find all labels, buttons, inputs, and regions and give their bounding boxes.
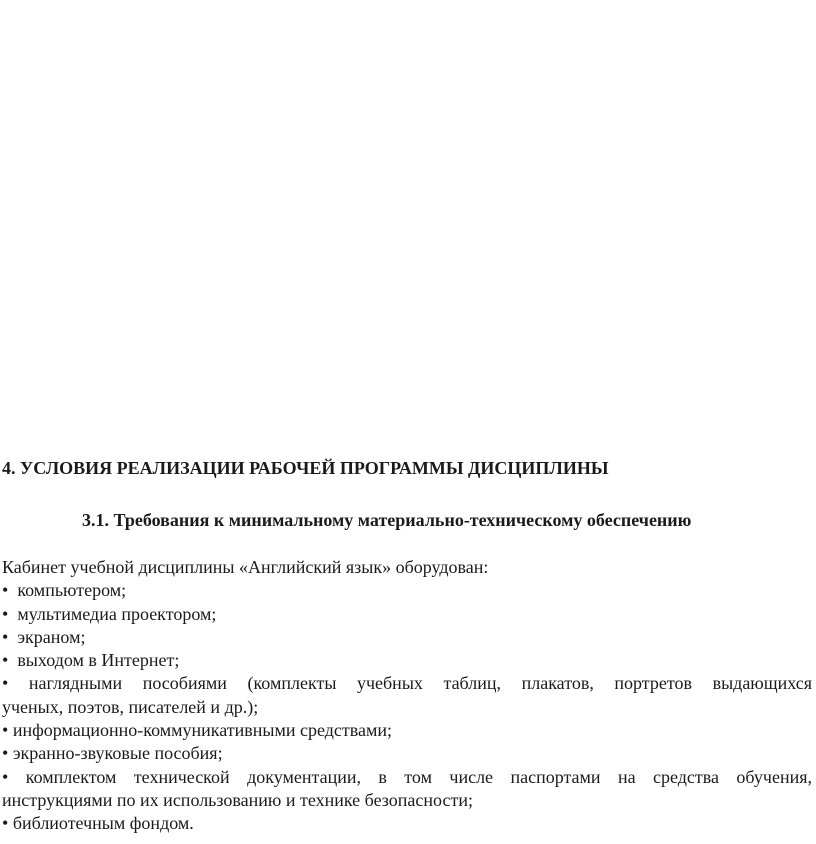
bullet-icon: • <box>2 626 9 647</box>
bullet-icon: • <box>2 766 9 787</box>
bullet-icon: • <box>2 650 9 671</box>
bullet-icon: • <box>2 603 9 624</box>
list-item <box>2 579 812 602</box>
bullet-icon: • <box>2 720 9 741</box>
list-item-wrapped-line2: инструкциями по их использованию и технике безопасности; <box>2 789 473 810</box>
list-item <box>2 649 812 672</box>
bullet-icon: • <box>2 813 9 834</box>
bullet-icon: • <box>2 580 9 601</box>
intro-line: Кабинет учебной дисциплины «Английский язык» оборудован: <box>2 557 489 577</box>
list-item-text: информационно-коммуникативными средствами; <box>12 720 393 741</box>
list-item-wrapped-line1 <box>2 672 812 695</box>
bullet-icon: • <box>2 673 9 694</box>
list-item-wrapped-line1 <box>2 766 812 789</box>
list-item <box>2 742 812 765</box>
list-item-text: экраном; <box>17 626 86 647</box>
section-heading: 4. УСЛОВИЯ РЕАЛИЗАЦИИ РАБОЧЕЙ ПРОГРАММЫ ДИСЦИПЛИНЫ <box>2 458 609 478</box>
list-item <box>2 719 812 742</box>
list-item-text: библиотечным фондом. <box>12 813 194 834</box>
list-item-text: выходом в Интернет; <box>17 650 180 671</box>
list-item-text: наглядными пособиями (комплекты учебных таблиц, плакатов, портретов выдающихся <box>28 673 812 694</box>
list-item-wrapped-line2: ученых, поэтов, писателей и др.); <box>2 696 259 717</box>
subsection-heading: 3.1. Требования к минимальному материально-техническому обеспечению <box>82 510 692 530</box>
list-item-text: мультимедиа проектором; <box>17 603 217 624</box>
list-item-text: экранно-звуковые пособия; <box>12 743 223 764</box>
list-item-text: компьютером; <box>17 580 127 601</box>
list-item <box>2 626 812 649</box>
bullet-icon: • <box>2 743 9 764</box>
list-item <box>2 812 812 835</box>
list-item-text: комплектом технической документации, в том числе паспортами на средства обучения, <box>25 766 812 787</box>
equipment-text <box>2 556 812 836</box>
list-item <box>2 603 812 626</box>
